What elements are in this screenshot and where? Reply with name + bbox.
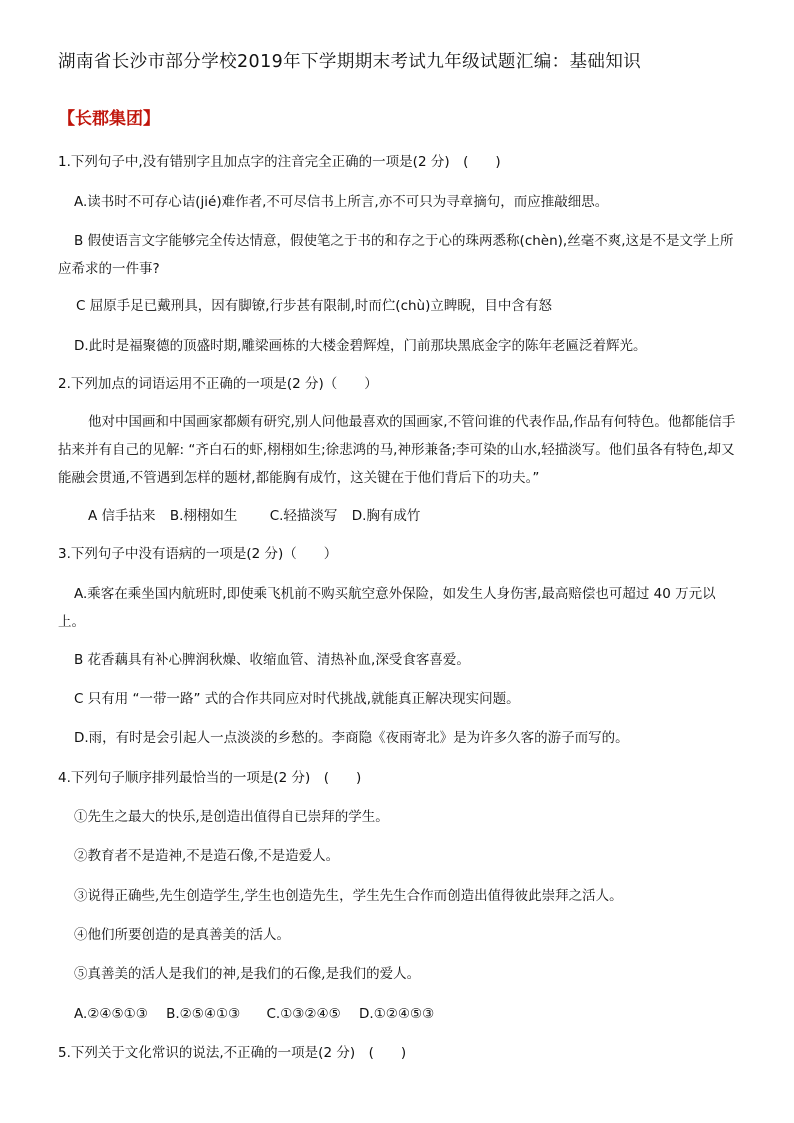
question-2-options	[88, 502, 430, 530]
question-4-sentence-1: ①先生之最大的快乐,是创造出值得自已崇拜的学生。	[74, 809, 389, 825]
question-4-option: B.②⑤④①③	[166, 1006, 241, 1022]
question-3-option-a: A.乘客在乘坐国内航班时,即使乘飞机前不购买航空意外保险，如发生人身伤害,最高赔偿也可超过 40 万元以上。	[58, 586, 716, 630]
question-3-option-c: C 只有用 “一带一路” 式的合作共同应对时代挑战,就能真正解决现实问题。	[74, 691, 520, 707]
question-5-stem: 5.下列关于文化常识的说法,不正确的一项是(2 分) ( )	[58, 1045, 407, 1061]
question-1-option-d: D.此时是福聚德的顶盛时期,雕梁画栋的大楼金碧辉煌，门前那块黑底金字的陈年老匾泛着辉光。	[74, 338, 647, 354]
question-4-stem: 4.下列句子顺序排列最恰当的一项是(2 分) ( )	[58, 770, 362, 786]
question-4-option: C.①③②④⑤	[266, 1006, 341, 1022]
question-2-option: C.轻描淡写	[269, 508, 338, 524]
question-4-sentence-3: ③说得正确些,先生创造学生,学生也创造先生，学生先生合作而创造出值得彼此崇拜之活人。	[74, 888, 623, 904]
question-1-stem: 1.下列句子中,没有错别字且加点字的注音完全正确的一项是(2 分) ( )	[58, 154, 501, 170]
document-title: 湖南省长沙市部分学校2019年下学期期末考试九年级试题汇编：基础知识	[58, 52, 642, 72]
section-heading: 【长郡集团】	[58, 109, 160, 129]
question-3-option-d: D.雨，有时是会引起人一点淡淡的乡愁的。李商隐《夜雨寄北》是为许多久客的游子而写的。	[74, 730, 629, 746]
question-1-option-b: B 假使语言文字能够完全传达情意，假使笔之于书的和存之于心的珠两悉称(chèn),丝毫不爽,这是不是文学上所应希求的一件事?	[58, 233, 734, 277]
question-2-passage: 他对中国画和中国画家都颇有研究,别人问他最喜欢的国画家,不管问谁的代表作品,作品有何特色。他都能信手拈来并有自己的见解: “齐白石的虾,栩栩如生;徐悲鸿的马,神形兼备;李可染的山水,轻描淡写。他们虽各有特色,却又能融会贯通,不管遇到怎样的题材,都能胸有成竹，这关键在于他们背后下的功夫。”	[58, 414, 736, 486]
question-2-option: B.栩栩如生	[169, 508, 238, 524]
question-1-option-a: A.读书时不可存心诘(jié)难作者,不可尽信书上所言,亦不可只为寻章摘句，而应推敲细思。	[74, 194, 609, 210]
question-4-option: A.②④⑤①③	[74, 1006, 148, 1022]
question-3-option-b: B 花香藕具有补心脾润秋燥、收缩血管、清热补血,深受食客喜爱。	[74, 652, 470, 668]
question-1-option-c: C 屈原手足已戴刑具，因有脚镣,行步甚有限制,时而伫(chù)立睥睨，目中含有怒	[76, 298, 552, 314]
question-2-stem: 2.下列加点的词语运用不正确的一项是(2 分)（ ）	[58, 376, 378, 392]
question-4-sentence-4: ④他们所要创造的是真善美的活人。	[74, 927, 290, 943]
question-4-sentence-5: ⑤真善美的活人是我们的神,是我们的石像,是我们的爱人。	[74, 966, 421, 982]
question-4-option: D.①②④⑤③	[359, 1006, 435, 1022]
question-3-stem: 3.下列句子中没有语病的一项是(2 分)（ ）	[58, 546, 338, 562]
question-4-options	[74, 1000, 444, 1028]
question-2-option: A 信手拈来	[88, 508, 156, 524]
question-2-option: D.胸有成竹	[351, 508, 421, 524]
question-4-sentence-2: ②教育者不是造神,不是造石像,不是造爱人。	[74, 848, 340, 864]
